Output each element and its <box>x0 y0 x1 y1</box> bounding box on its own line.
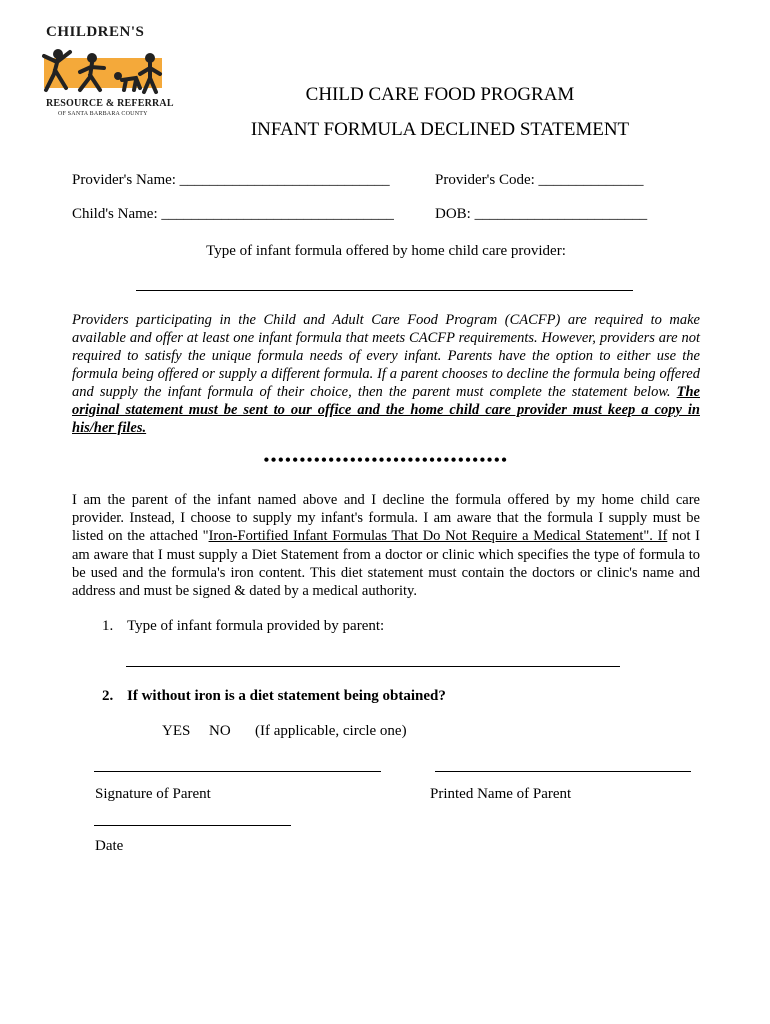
formula-list-reference: Iron-Fortified Infant Formulas That Do Not Require a Medical Statement". If <box>208 528 668 545</box>
page-title: CHILD CARE FOOD PROGRAM <box>305 84 575 105</box>
date-line[interactable] <box>94 825 291 826</box>
declaration-text-2: not I am aware that I must supply a Diet Statement from a doctor or clinic which specifies the type of formula to be used and the formula's iron content. This diet statement must contain the doctors or clinic's name and address and must be signed & dated by a medical authority. <box>72 528 700 600</box>
logo-subtitle: RESOURCE & REFERRAL <box>46 98 174 109</box>
signature-label: Signature of Parent <box>95 786 211 802</box>
printed-name-label: Printed Name of Parent <box>430 786 572 802</box>
logo-title: CHILDREN'S <box>46 24 145 40</box>
logo-county: OF SANTA BARBARA COUNTY <box>58 111 148 117</box>
parent-declaration <box>72 491 700 600</box>
child-name-field[interactable]: Child's Name: _______________________________ <box>72 206 394 222</box>
declaration-text-1: I am the parent of the infant named above and I decline the formula offered by my home child care provider. Instead, I choose to supply my infant's formula. I am aware that the formula I supply must be listed on the attached " <box>72 492 700 545</box>
separator: •••••••••••••••••••••••••••••••••• <box>263 452 509 469</box>
no-option[interactable]: NO <box>209 723 231 739</box>
question-1-text: Type of infant formula provided by parent: <box>127 618 385 634</box>
formula-provided-line[interactable] <box>126 666 620 667</box>
notice-emphasis: The original statement must be sent to our office and the home child care provider must keep a copy in his/her files. <box>72 384 700 436</box>
dob-field[interactable]: DOB: _______________________ <box>435 206 648 222</box>
date-label: Date <box>95 838 124 854</box>
page-subtitle: INFANT FORMULA DECLINED STATEMENT <box>250 119 630 140</box>
yes-option[interactable]: YES <box>162 723 191 739</box>
question-2-number: 2. <box>102 688 114 704</box>
formula-offered-label: Type of infant formula offered by home child care provider: <box>206 243 566 259</box>
question-2-text: If without iron is a diet statement being obtained? <box>127 688 446 704</box>
printed-name-line[interactable] <box>435 771 691 772</box>
provider-name-field[interactable]: Provider's Name: ____________________________ <box>72 172 390 188</box>
question-1-number: 1. <box>102 618 114 634</box>
formula-offered-line[interactable] <box>136 290 633 291</box>
logo-children-figures <box>40 44 166 100</box>
signature-line[interactable] <box>94 771 381 772</box>
provider-code-field[interactable]: Provider's Code: ______________ <box>435 172 644 188</box>
notice-text: Providers participating in the Child and Adult Care Food Program (CACFP) are required to make available and offer at least one infant formula that meets CACFP requirements. However, providers are not required to satisfy the unique formula needs of every infant. Parents have the option to either use the formula being offered or supply a different formula. If a parent chooses to decline the formula being offered and supply the infant formula of their choice, then the parent must complete the statement below. <box>72 312 700 400</box>
circle-one-note: (If applicable, circle one) <box>255 723 407 739</box>
provider-notice <box>72 311 700 437</box>
